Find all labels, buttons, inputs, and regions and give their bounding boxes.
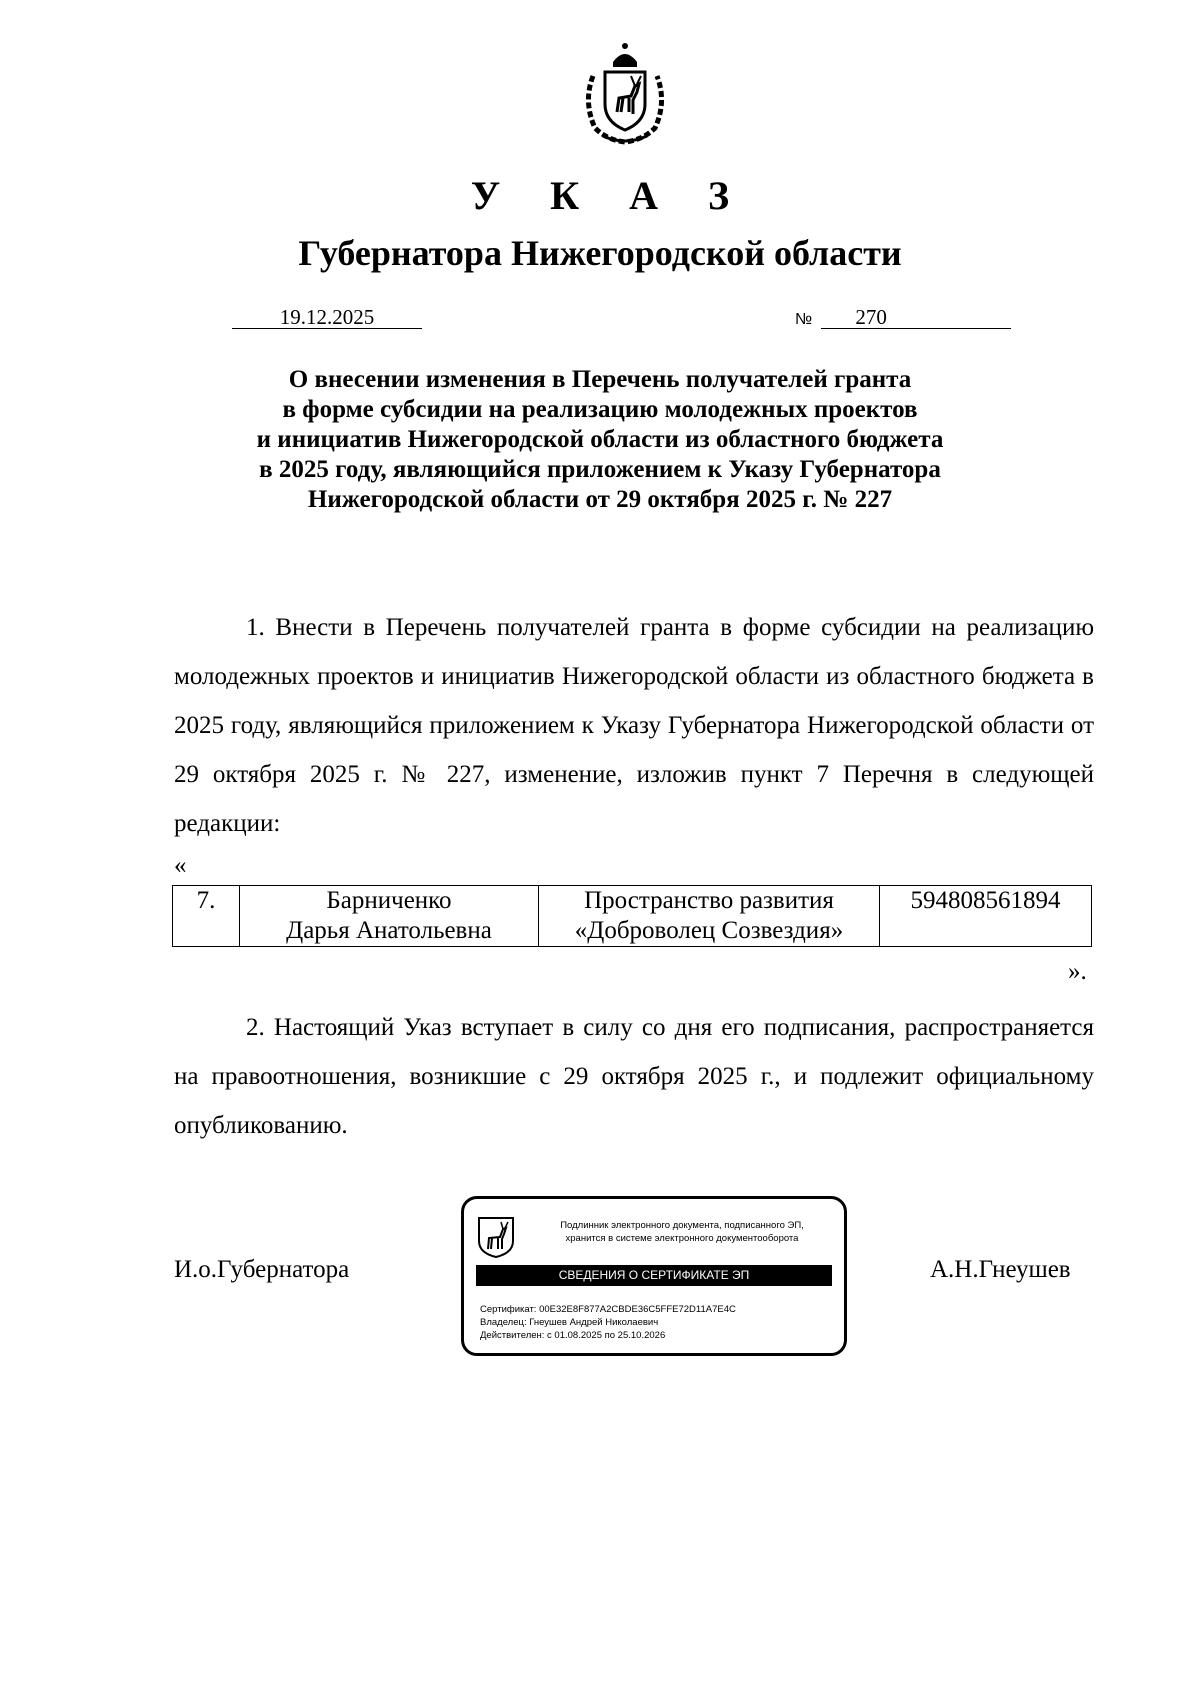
stamp-header xyxy=(532,1219,832,1245)
cell-org-line: «Доброволец Созвездия» xyxy=(574,917,844,944)
cell-inn: 594808561894 xyxy=(880,886,1092,947)
document-title: У К А З xyxy=(470,173,750,218)
paragraph-1 xyxy=(174,603,1094,848)
items-table xyxy=(172,885,1092,947)
stamp-valid: Действителен: с 01.08.2025 по 25.10.2026 xyxy=(480,1330,666,1341)
document-date xyxy=(232,305,422,330)
cell-org-line: Пространство развития xyxy=(584,887,834,914)
subject-line: в форме субсидии на реализацию молодежных проектов xyxy=(282,396,918,423)
quote-close: ». xyxy=(1068,958,1087,985)
document-subject xyxy=(0,365,1200,515)
number-label: № xyxy=(795,311,813,328)
stamp-header-line: Подлинник электронного документа, подписанного ЭП, xyxy=(560,1220,804,1231)
stamp-header-line: хранится в системе электронного документооборота xyxy=(565,1233,799,1244)
signature-position: И.о.Губернатора xyxy=(174,1256,350,1283)
stamp-owner: Владелец: Гнеушев Андрей Николаевич xyxy=(480,1317,659,1328)
document-date-value: 19.12.2025 xyxy=(232,306,422,329)
quote-open: « xyxy=(174,852,187,879)
stamp-title-bar: СВЕДЕНИЯ О СЕРТИФИКАТЕ ЭП xyxy=(476,1265,832,1286)
subject-line: и инициатив Нижегородской области из областного бюджета xyxy=(256,426,944,453)
table-row xyxy=(173,886,1092,947)
document-number xyxy=(795,305,1011,330)
cell-name-line: Барниченко xyxy=(326,887,452,914)
paragraph-2-text: 2. Настоящий Указ вступает в силу со дня его подписания, распространяется на правоотношения, возникшие с 29 октября 2025 г., и подлежит официальному опубликованию. xyxy=(174,1014,1094,1139)
document-subtitle: Губернатора Нижегородской области xyxy=(298,233,902,273)
deer-shield-icon xyxy=(476,1215,516,1259)
electronic-signature-stamp xyxy=(461,1196,847,1356)
cell-name xyxy=(240,886,539,947)
subject-line: О внесении изменения в Перечень получателей гранта xyxy=(288,366,912,393)
subject-line: в 2025 году, являющийся приложением к Указу Губернатора xyxy=(259,456,941,483)
stamp-cert: Сертификат: 00E32E8F877A2CBDE36C5FFE72D11A7E4C xyxy=(480,1304,736,1315)
cell-num: 7. xyxy=(173,886,240,947)
cell-org xyxy=(539,886,880,947)
cell-name-line: Дарья Анатольевна xyxy=(286,917,492,944)
signature-name: А.Н.Гнеушев xyxy=(930,1256,1071,1283)
coat-of-arms-icon xyxy=(573,42,677,146)
paragraph-2 xyxy=(174,1003,1094,1150)
paragraph-1-text: 1. Внести в Перечень получателей гранта в форме субсидии на реализацию молодежных проектов и инициатив Нижегородской области из областного бюджета в 2025 году, являющийся приложением к Указу Губернатора Нижегородской области от 29 октября 2025 г. № 227, изменение, изложив пункт 7 Перечня в следующей редакции: xyxy=(174,614,1094,837)
subject-line: Нижегородской области от 29 октября 2025 г. № 227 xyxy=(307,486,893,513)
document-number-value: 270 xyxy=(821,306,1011,329)
stamp-details xyxy=(480,1303,736,1342)
